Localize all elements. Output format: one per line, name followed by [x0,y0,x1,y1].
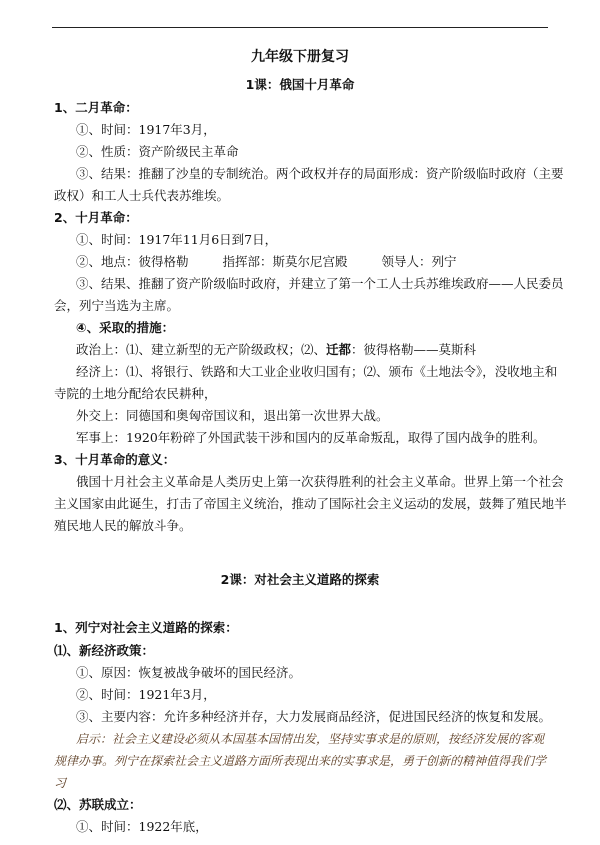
february-nature: ②、性质：资产阶级民主革命 [76,144,239,159]
significance-line1: 俄国十月社会主义革命是人类历史上第一次获得胜利的社会主义革命。世界上第一个社会 [76,474,564,489]
october-time: ①、时间：1917年11月6日到7日， [76,232,278,247]
section-lenin-exploration: 1、列宁对社会主义道路的探索： [54,620,238,635]
lesson1-title: 1课：俄国十月革命 [245,77,355,92]
october-result-line1: ③、结果、推翻了资产阶级临时政府，并建立了第一个工人士兵苏维埃政府——人民委员 [76,276,564,291]
header-rule [52,27,548,28]
inspiration-line1: 启示：社会主义建设必须从本国基本国情出发，坚持实事求是的原则，按经济发展的客观 [76,732,545,746]
october-result-line2: 会，列宁当选为主席。 [54,298,180,313]
october-headquarters: 指挥部：斯莫尔尼宫殿 [222,254,348,269]
inspiration-line2: 规律办事。列宁在探索社会主义道路方面所表现出来的实事求是，勇于创新的精神值得我们学 [54,754,547,768]
nep-reason: ①、原因：恢复被战争破坏的国民经济。 [76,665,302,680]
october-place-line [76,254,457,270]
measures-diplomatic: 外交上：同德国和奥匈帝国议和，退出第一次世界大战。 [76,408,389,423]
october-leader: 领导人：列宁 [381,254,457,269]
february-result-line2: 政权）和工人士兵代表苏维埃。 [54,188,230,203]
measures-economic-line1: 经济上：⑴、将银行、铁路和大工业企业收归国有；⑵、颁布《土地法令》，没收地主和 [76,364,558,379]
february-result-line1: ③、结果：推翻了沙皇的专制统治。两个政权并存的局面形成：资产阶级临时政府（主要 [76,166,564,181]
ussr-time: ①、时间：1922年底， [76,819,208,834]
significance-line2: 主义国家由此诞生，打击了帝国主义统治，推动了国际社会主义运动的发展，鼓舞了殖民地半 [54,496,567,511]
measures-military: 军事上：1920年粉碎了外国武装干涉和国内的反革命叛乱，取得了国内战争的胜利。 [76,430,546,445]
document-title: 九年级下册复习 [251,49,349,65]
inspiration-line3: 习 [54,776,67,790]
lesson2-title: 2课：对社会主义道路的探索 [220,572,380,587]
february-time: ①、时间：1917年3月， [76,122,216,137]
political-text: 政治上：⑴、建立新型的无产阶级政权；⑵、 [76,342,327,357]
significance-line3: 殖民地人民的解放斗争。 [54,518,192,533]
nep-time: ②、时间：1921年3月， [76,687,216,702]
capital-move-detail: ：彼得格勒——莫斯科 [351,342,477,357]
october-place: ②、地点：彼得格勒 [76,254,189,269]
section-new-economic-policy: ⑴、新经济政策： [54,643,155,658]
measures-heading: ④、采取的措施： [76,320,175,335]
measures-political [76,342,476,358]
section-february-revolution: 1、二月革命： [54,100,138,115]
capital-move: 迁都 [326,342,352,357]
section-ussr-founded: ⑵、苏联成立： [54,797,142,812]
measures-economic-line2: 寺院的土地分配给农民耕种， [54,386,217,401]
section-significance: 3、十月革命的意义： [54,452,176,467]
section-october-revolution: 2、十月革命： [54,210,138,225]
nep-content: ③、主要内容：允许多种经济并存，大力发展商品经济，促进国民经济的恢复和发展。 [76,709,552,724]
